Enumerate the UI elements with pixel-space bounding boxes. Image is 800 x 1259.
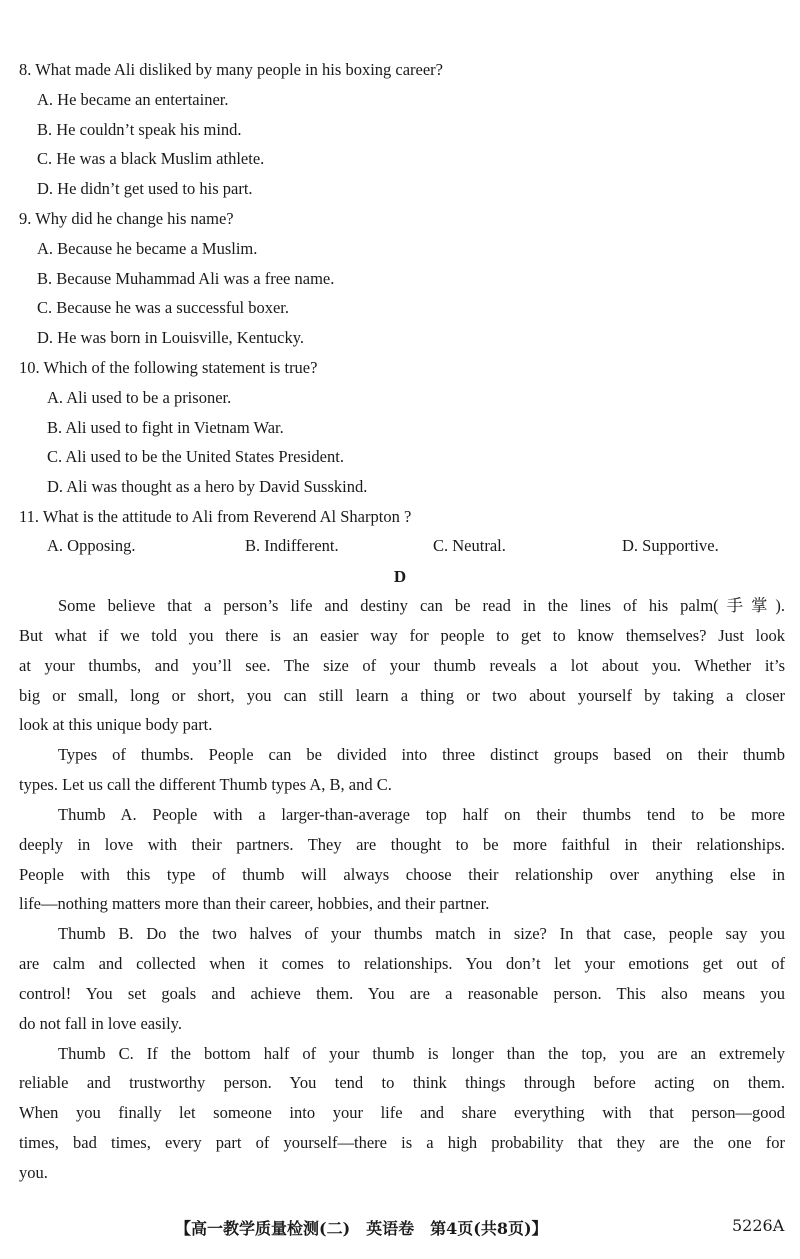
question-9-option-a: A. Because he became a Muslim.: [37, 239, 258, 258]
paragraph-5-line: Thumb C. If the bottom half of your thumb is longer than the top, you are an extremely: [58, 1044, 785, 1063]
question-11-options: [47, 536, 747, 558]
paragraph-1-line: Some believe that a person’s life and destiny can be read in the lines of his palm(手掌).: [58, 596, 785, 615]
footer-paper-code: 5226A: [732, 1216, 785, 1235]
question-11-option-b: B. Indifferent.: [245, 536, 339, 555]
paragraph-5-line: you.: [19, 1163, 48, 1182]
question-9-option-b: B. Because Muhammad Ali was a free name.: [37, 269, 335, 288]
paragraph-1-line: look at this unique body part.: [19, 715, 213, 734]
question-11-stem: 11. What is the attitude to Ali from Reverend Al Sharpton ?: [19, 507, 412, 526]
question-9-option-c: C. Because he was a successful boxer.: [37, 298, 290, 317]
paragraph-4-line: do not fall in love easily.: [19, 1014, 182, 1033]
footer-exam-label: 【高一教学质量检测(二) 英语卷 第4页(共8页)】: [175, 1219, 548, 1238]
question-8-option-c: C. He was a black Muslim athlete.: [37, 149, 265, 168]
paragraph-5-line: times, bad times, every part of yourself—there is a high probability that they are the one for: [19, 1133, 785, 1152]
paragraph-3-line: deeply in love with their partners. They are thought to be more faithful in their relationships.: [19, 835, 785, 854]
paragraph-4-line: Thumb B. Do the two halves of your thumbs match in size? In that case, people say you: [58, 924, 785, 943]
paragraph-2-line: Types of thumbs. People can be divided into three distinct groups based on their thumb: [58, 745, 785, 764]
paragraph-4-line: are calm and collected when it comes to relationships. You don’t let your emotions get out of: [19, 954, 785, 973]
question-10-option-b: B. Ali used to fight in Vietnam War.: [47, 418, 284, 437]
question-11-option-d: D. Supportive.: [622, 536, 719, 555]
question-10-option-a: A. Ali used to be a prisoner.: [47, 388, 232, 407]
paragraph-3-line: People with this type of thumb will always choose their relationship over anything else in: [19, 865, 785, 884]
paragraph-1-line: at your thumbs, and you’ll see. The size of your thumb reveals a lot about you. Whether it’s: [19, 656, 785, 675]
question-11-option-a: A. Opposing.: [47, 536, 136, 555]
paragraph-5-line: When you finally let someone into your life and share everything with that person—good: [19, 1103, 785, 1122]
question-11-option-c: C. Neutral.: [433, 536, 506, 555]
question-8-option-b: B. He couldn’t speak his mind.: [37, 120, 242, 139]
question-10-stem: 10. Which of the following statement is true?: [19, 358, 318, 377]
paragraph-3-line: Thumb A. People with a larger-than-average top half on their thumbs tend to be more: [58, 805, 785, 824]
question-8-stem: 8. What made Ali disliked by many people in his boxing career?: [19, 60, 444, 79]
question-8-option-a: A. He became an entertainer.: [37, 90, 229, 109]
paragraph-2-line: types. Let us call the different Thumb types A, B, and C.: [19, 775, 392, 794]
paragraph-5-line: reliable and trustworthy person. You tend to think things through before acting on them.: [19, 1073, 785, 1092]
page-footer: [0, 1216, 800, 1240]
paragraph-4-line: control! You set goals and achieve them. You are a reasonable person. This also means you: [19, 984, 785, 1003]
paragraph-1-line: But what if we told you there is an easier way for people to get to know themselves? Just look: [19, 626, 785, 645]
section-title: D: [393, 567, 407, 586]
paragraph-3-line: life—nothing matters more than their career, hobbies, and their partner.: [19, 894, 490, 913]
question-9-option-d: D. He was born in Louisville, Kentucky.: [37, 328, 305, 347]
question-8-option-d: D. He didn’t get used to his part.: [37, 179, 253, 198]
paragraph-1-line: big or small, long or short, you can still learn a thing or two about yourself by taking a closer: [19, 686, 785, 705]
question-10-option-d: D. Ali was thought as a hero by David Susskind.: [47, 477, 368, 496]
question-10-option-c: C. Ali used to be the United States President.: [47, 447, 344, 466]
question-9-stem: 9. Why did he change his name?: [19, 209, 234, 228]
